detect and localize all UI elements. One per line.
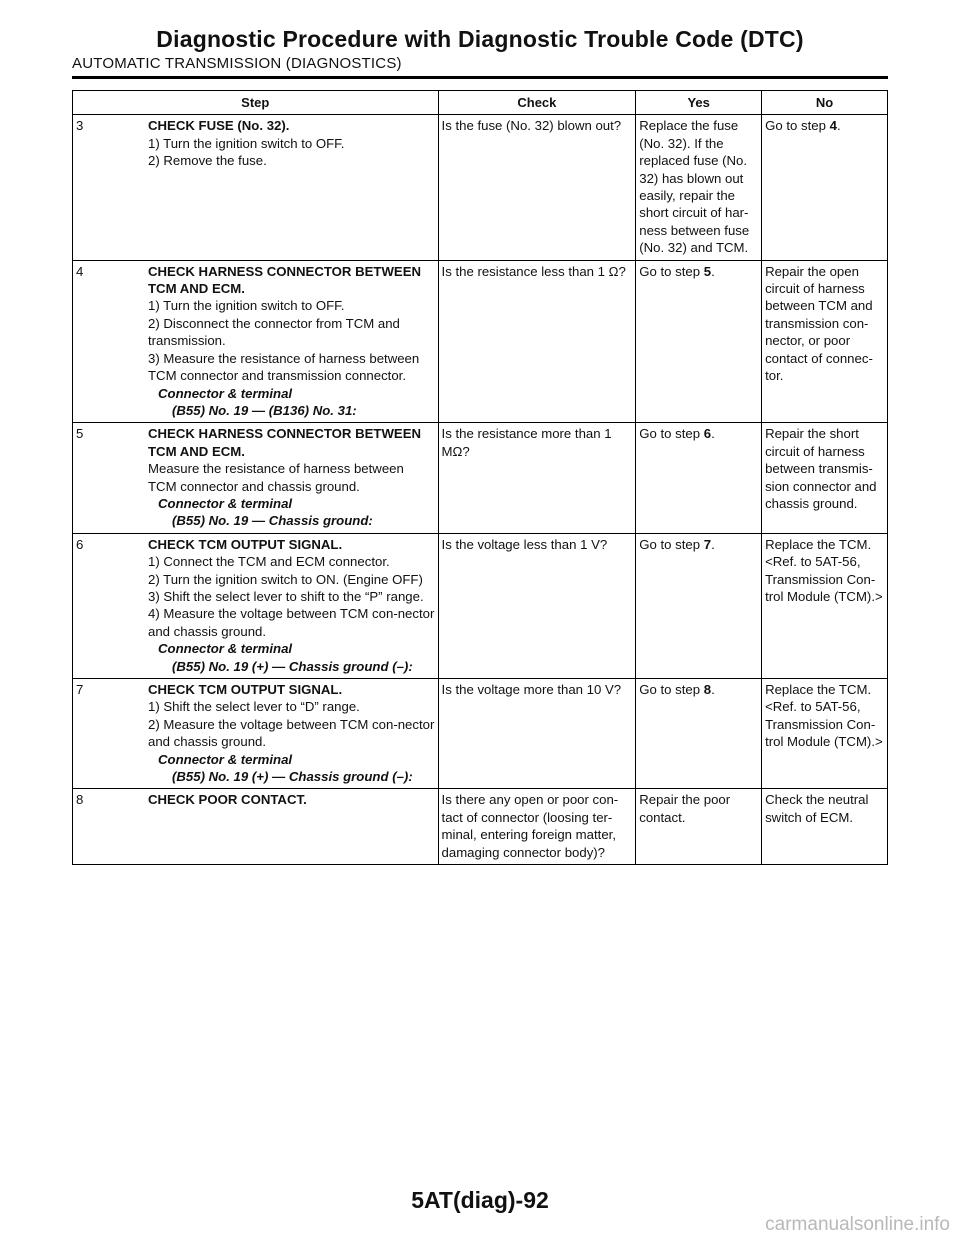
step-number: 3 — [76, 118, 84, 134]
table-row — [73, 789, 888, 865]
step-number: 6 — [76, 536, 84, 552]
next-step-number: 7 — [703, 536, 712, 552]
table-row — [73, 533, 888, 678]
yes-action: Go to step — [639, 536, 701, 552]
column-header-yes: Yes — [636, 91, 762, 115]
connector-label: Connector & terminal — [158, 385, 293, 401]
step-title: CHECK POOR CONTACT. — [148, 792, 307, 808]
step-instruction: 1) Turn the ignition switch to OFF. — [148, 135, 345, 151]
step-number: 4 — [76, 263, 84, 279]
check-cell: Is the resistance more than 1 MΩ? — [438, 423, 636, 533]
step-instruction: Measure the resistance of harness between TCM connector and chassis ground. — [148, 461, 404, 494]
connector-terminal: (B55) No. 19 — Chassis ground: — [172, 513, 373, 529]
step-instruction: 1) Turn the ignition switch to OFF. — [148, 298, 345, 314]
yes-cell: Replace the fuse (No. 32). If the replaced fuse (No. 32) has blown out easily, repair the short circuit of har-ness between fuse (No. 32) and TCM. — [636, 115, 762, 260]
yes-cell: Go to step 6. — [636, 423, 762, 533]
table-row — [73, 115, 888, 260]
no-action: Go to step — [765, 118, 826, 134]
step-title: CHECK HARNESS CONNECTOR BETWEEN TCM AND ECM. — [148, 426, 422, 459]
step-title: CHECK HARNESS CONNECTOR BETWEEN TCM AND ECM. — [148, 263, 422, 297]
column-header-check: Check — [438, 91, 636, 115]
no-cell: Replace the TCM. <Ref. to 5AT-56, Transmission Con-trol Module (TCM).> — [762, 679, 888, 789]
step-number: 5 — [76, 426, 84, 442]
next-step-number: 5 — [703, 263, 712, 279]
yes-cell: Go to step 8. — [636, 679, 762, 789]
step-instruction: 1) Connect the TCM and ECM connector. — [148, 554, 390, 570]
check-cell: Is the resistance less than 1 Ω? — [438, 260, 636, 423]
yes-cell: Repair the poor contact. — [636, 789, 762, 865]
check-cell: Is the fuse (No. 32) blown out? — [438, 115, 636, 260]
connector-label: Connector & terminal — [158, 751, 293, 767]
step-number: 8 — [76, 792, 84, 808]
step-instruction: 3) Measure the resistance of harness between TCM connector and transmission connector. — [148, 350, 420, 384]
connector-terminal: (B55) No. 19 (+) — Chassis ground (–): — [172, 769, 413, 785]
no-cell: Repair the short circuit of harness between transmis-sion connector and chassis ground. — [762, 423, 888, 533]
step-title: CHECK TCM OUTPUT SIGNAL. — [148, 682, 343, 697]
step-cell — [73, 260, 439, 423]
connector-label: Connector & terminal — [158, 495, 293, 511]
section-subtitle: AUTOMATIC TRANSMISSION (DIAGNOSTICS) — [72, 55, 402, 72]
check-cell: Is there any open or poor con-tact of connector (loosing ter-minal, entering foreign matter, damaging connector body)? — [438, 789, 636, 865]
no-cell: Replace the TCM. <Ref. to 5AT-56, Transmission Con-trol Module (TCM).> — [762, 533, 888, 678]
step-cell — [73, 789, 439, 865]
diagnostic-procedure-table — [72, 90, 888, 865]
next-step-number: 8 — [703, 682, 712, 697]
table-row — [73, 260, 888, 423]
step-title: CHECK TCM OUTPUT SIGNAL. — [148, 536, 343, 552]
watermark: carmanualsonline.info — [765, 1214, 950, 1235]
page-number: 5AT(diag)-92 — [411, 1187, 549, 1213]
step-instruction: 2) Measure the voltage between TCM con-nector and chassis ground. — [148, 716, 435, 750]
step-instruction: 1) Shift the select lever to “D” range. — [148, 699, 360, 715]
yes-action: Go to step — [639, 682, 701, 697]
yes-action: Go to step — [639, 263, 701, 279]
no-cell: Go to step 4. — [762, 115, 888, 260]
step-cell — [73, 533, 439, 678]
table-row — [73, 679, 888, 789]
connector-terminal: (B55) No. 19 (+) — Chassis ground (–): — [172, 658, 413, 674]
step-number: 7 — [76, 682, 84, 697]
no-cell: Check the neutral switch of ECM. — [762, 789, 888, 865]
next-step-number: 4 — [829, 118, 837, 134]
step-instruction: 4) Measure the voltage between TCM con-nector and chassis ground. — [148, 606, 435, 639]
table-header-row — [73, 91, 888, 115]
step-instruction: 2) Disconnect the connector from TCM and transmission. — [148, 315, 400, 349]
no-cell: Repair the open circuit of harness between TCM and transmission con-nector, or poor contact of connec-tor. — [762, 260, 888, 423]
step-instruction: 2) Remove the fuse. — [148, 153, 267, 169]
connector-label: Connector & terminal — [158, 641, 293, 657]
step-instruction: 2) Turn the ignition switch to ON. (Engine OFF) — [148, 571, 423, 587]
yes-action: Go to step — [639, 426, 701, 442]
column-header-no: No — [762, 91, 888, 115]
column-header-step: Step — [73, 91, 439, 115]
yes-cell: Go to step 7. — [636, 533, 762, 678]
step-instruction: 3) Shift the select lever to shift to the “P” range. — [148, 588, 424, 604]
table-row — [73, 423, 888, 533]
connector-terminal: (B55) No. 19 — (B136) No. 31: — [172, 402, 357, 418]
step-title: CHECK FUSE (No. 32). — [148, 118, 290, 134]
check-cell: Is the voltage more than 10 V? — [438, 679, 636, 789]
step-cell — [73, 115, 439, 260]
next-step-number: 6 — [703, 426, 712, 442]
check-cell: Is the voltage less than 1 V? — [438, 533, 636, 678]
step-cell — [73, 423, 439, 533]
yes-cell: Go to step 5. — [636, 260, 762, 423]
step-cell — [73, 679, 439, 789]
page-title: Diagnostic Procedure with Diagnostic Trouble Code (DTC) — [156, 26, 804, 52]
header-divider — [72, 76, 888, 79]
